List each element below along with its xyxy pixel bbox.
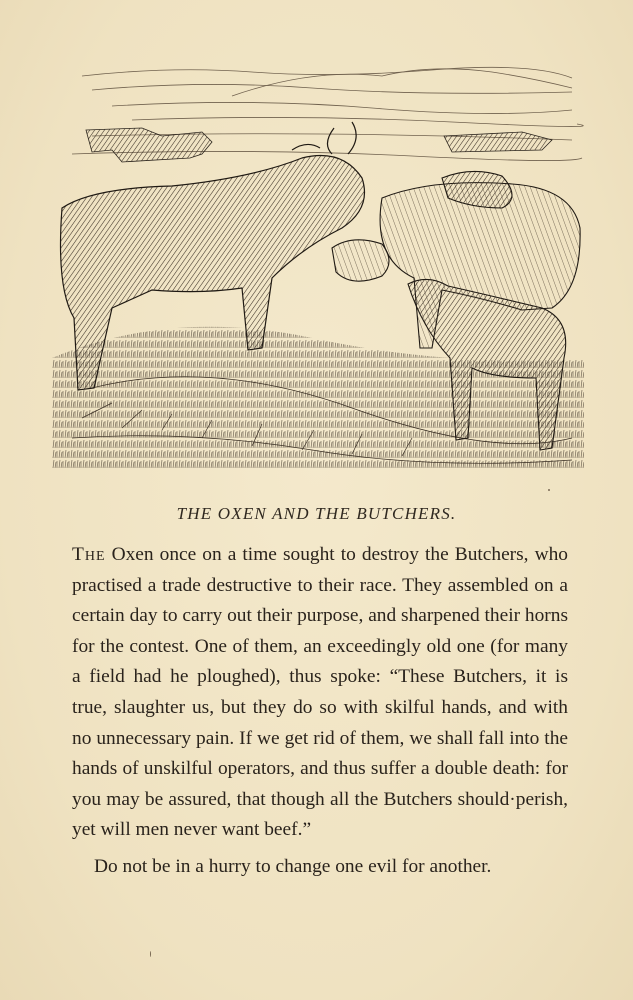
fable-first-word: The	[72, 544, 106, 565]
fable-text	[72, 540, 568, 883]
fable-body: Oxen once on a time sought to destroy the Butchers, who practised a trade destructive to their race. They assembled on a certain day to carry out their purpose, and sharpened their horns for the contest. One of them, an exceedingly old one (for many a field had he ploughed), thus spoke: “These Butchers, it is true, slaughter us, but they do so with skilful hands, and with no unnecessary pain. If we get rid of them, we shall fall into the hands of unskilful operators, and thus suffer a double death: for you may be assured, that though all the Butchers should·perish, yet will men never want beef.”	[72, 544, 568, 841]
paper-speck	[150, 951, 151, 957]
fable-paragraph	[72, 540, 568, 846]
paper-speck	[548, 489, 550, 491]
illustration-caption: THE OXEN AND THE BUTCHERS.	[176, 504, 457, 523]
oxen-illustration	[52, 58, 584, 468]
fable-moral: Do not be in a hurry to change one evil for another.	[94, 855, 492, 877]
